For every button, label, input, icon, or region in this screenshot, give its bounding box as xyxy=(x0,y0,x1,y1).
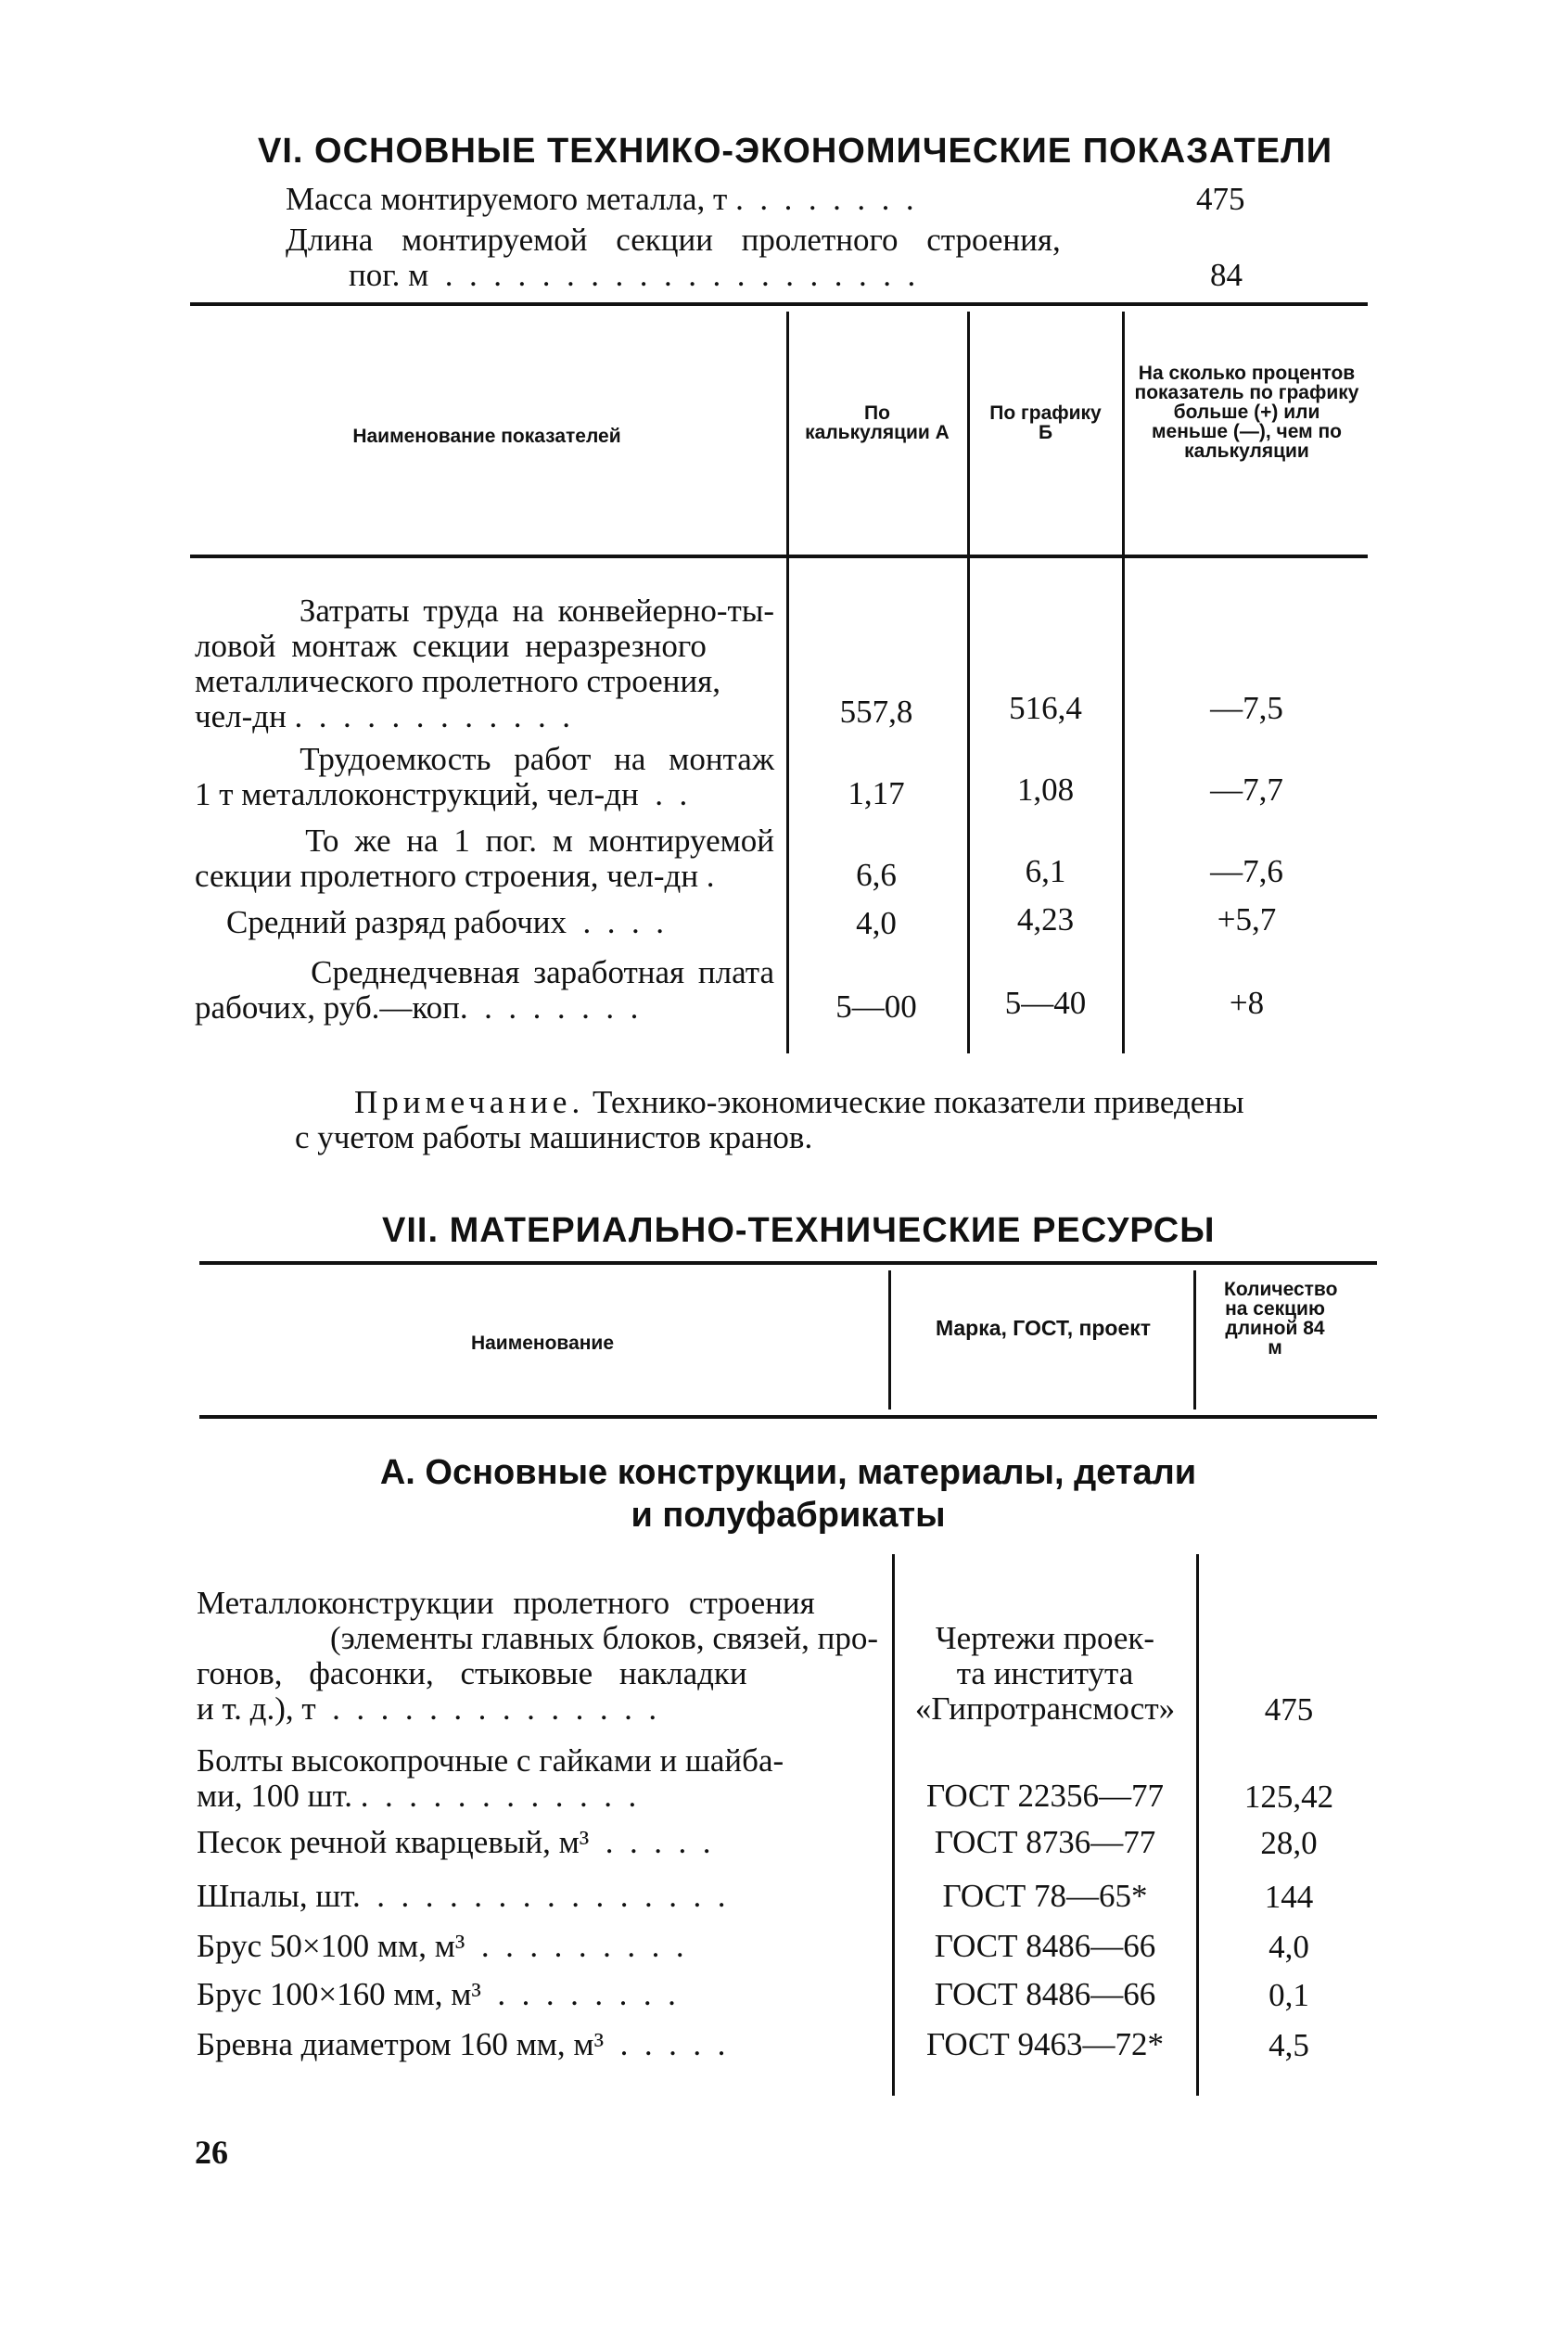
table6-cell-p: —7,5 xyxy=(1210,690,1283,726)
row-text: Брус 50×100 мм, м³ xyxy=(197,1928,465,1964)
row-text-line: секции пролетного строения, чел-дн . xyxy=(195,858,715,894)
row-text-line: Трудоемкость работ на монтаж xyxy=(300,741,774,777)
row-text: Песок речной кварцевый, м³ xyxy=(197,1824,590,1860)
mass-value: 475 xyxy=(1196,181,1245,217)
table6-cell-b: 1,08 xyxy=(1016,772,1075,808)
table6-row xyxy=(195,955,774,1026)
row-text-line: гонов, фасонки, стыковые накладки xyxy=(197,1655,747,1691)
row-text-line: рабочих, руб.—коп. . . . . . . . xyxy=(195,989,639,1026)
row-text: 1 т металлоконструкций, чел-дн xyxy=(195,776,639,812)
table7-qty-cell: 475 xyxy=(1264,1691,1314,1728)
table7-row: Шпалы, шт. . . . . . . . . . . . . . . . xyxy=(197,1878,726,1914)
row-text: чел-дн xyxy=(195,698,287,734)
row-text: секции пролетного строения, чел-дн xyxy=(195,858,699,894)
table7-qty-cell: 0,1 xyxy=(1268,1977,1309,2013)
table7-body-divider-2 xyxy=(1196,1554,1199,2096)
row-text: ми, 100 шт. xyxy=(197,1778,352,1814)
table7-row xyxy=(197,1586,878,1727)
table6-col-divider-3 xyxy=(1122,312,1125,1053)
table7-qty-cell: 4,5 xyxy=(1268,2027,1309,2063)
table7-mark-cell: ГОСТ 22356—77 xyxy=(925,1778,1165,1814)
table6-col-divider-1 xyxy=(786,312,789,1053)
row-text: рабочих, руб.—коп. xyxy=(195,989,468,1026)
table7-header-rule xyxy=(199,1415,1377,1419)
table7-header-mark: Марка, ГОСТ, проект xyxy=(935,1316,1152,1340)
table7-header-qty: Количество на секцию длиной 84 м xyxy=(1224,1279,1338,1358)
note-lead: Примечание. xyxy=(354,1084,585,1120)
mark-line: та института xyxy=(956,1655,1134,1691)
row-text: и т. д.), т xyxy=(197,1690,316,1727)
table7-mark-cell: ГОСТ 8736—77 xyxy=(934,1824,1156,1860)
row-text-line: и т. д.), т . . . . . . . . . . . . . . xyxy=(197,1690,657,1727)
row-text-line: металлического пролетного строения, xyxy=(195,663,720,699)
table6-header-calc: По калькуляции А xyxy=(805,402,950,443)
row-text-line: Среднедчевная заработная плата xyxy=(311,954,774,990)
note-text: Технико-экономические показатели приведены xyxy=(592,1084,1244,1120)
row-text-line: чел-дн . . . . . . . . . . . . xyxy=(195,698,571,734)
mark-line: Чертежи проек- xyxy=(935,1620,1155,1656)
table6-header-name: Наименование показателей xyxy=(352,426,621,447)
section7-title: VII. МАТЕРИАЛЬНО-ТЕХНИЧЕСКИЕ РЕСУРСЫ xyxy=(382,1211,1216,1250)
length-label-2-text: пог. м xyxy=(349,257,429,293)
table6-cell-p: —7,6 xyxy=(1210,853,1283,889)
table6-cell-p: —7,7 xyxy=(1210,772,1283,808)
table7-mark-cell: ГОСТ 8486—66 xyxy=(934,1928,1156,1964)
row-text: Шпалы, шт. xyxy=(197,1878,361,1914)
mass-label-text: Масса монтируемого металла, т xyxy=(286,181,728,217)
table6-cell-b: 4,23 xyxy=(1016,901,1075,938)
subtitle-a xyxy=(185,1451,1391,1537)
table7-mark-cell xyxy=(901,1621,1189,1727)
table7-qty-cell: 4,0 xyxy=(1268,1929,1309,1965)
note-line-2: с учетом работы машинистов кранов. xyxy=(295,1119,813,1155)
note xyxy=(354,1085,1244,1120)
table6-cell-p: +8 xyxy=(1229,985,1265,1021)
subtitle-a-line-1: А. Основные конструкции, материалы, детали xyxy=(379,1453,1197,1492)
table6-col-divider-2 xyxy=(967,312,970,1053)
table6-cell-a: 557,8 xyxy=(839,694,913,730)
table7-mark-cell: ГОСТ 9463—72* xyxy=(925,2026,1165,2062)
table7-header-divider-2 xyxy=(1193,1270,1196,1409)
table7-qty-cell: 125,42 xyxy=(1243,1779,1334,1815)
length-value: 84 xyxy=(1210,257,1243,293)
table7-qty-cell: 144 xyxy=(1264,1879,1314,1915)
table6-header-graph: По графику Б xyxy=(989,402,1102,443)
row-text-line: ми, 100 шт. . . . . . . . . . . . . xyxy=(197,1778,637,1814)
mass-label: Масса монтируемого металла, т . . . . . . . . xyxy=(286,181,914,217)
row-text: Средний разряд рабочих xyxy=(226,904,567,940)
row-text: Бревна диаметром 160 мм, м³ xyxy=(197,2026,605,2062)
length-label-1: Длина монтируемой секции пролетного строения, xyxy=(286,222,1061,258)
table6-header-percent: На сколько процентов показатель по графику больше (+) или меньше (—), чем по калькуляции xyxy=(1134,363,1359,462)
table6-row xyxy=(195,905,774,940)
table6-cell-a: 1,17 xyxy=(848,775,905,811)
page-number: 26 xyxy=(195,2134,228,2171)
table6-row xyxy=(195,823,774,894)
table7-row: Брус 100×160 мм, м³ . . . . . . . . xyxy=(197,1976,676,2012)
table7-body-divider-1 xyxy=(892,1554,895,2096)
table7-header-divider-1 xyxy=(888,1270,891,1409)
table6-cell-b: 6,1 xyxy=(1025,853,1066,889)
row-text-line: Металлоконструкции пролетного строения xyxy=(197,1585,815,1621)
row-text-line: Затраты труда на конвейерно-ты- xyxy=(299,593,774,629)
table7-header-name: Наименование xyxy=(470,1333,615,1354)
table6-cell-b: 516,4 xyxy=(1009,690,1082,726)
table6-cell-a: 6,6 xyxy=(856,857,897,893)
subtitle-a-line-2: и полуфабрикаты xyxy=(631,1496,946,1535)
table7-mark-cell: ГОСТ 8486—66 xyxy=(934,1976,1156,2012)
table7-row: Бревна диаметром 160 мм, м³ . . . . . xyxy=(197,2026,726,2062)
table6-cell-a: 5—00 xyxy=(835,989,917,1025)
table7-qty-cell: 28,0 xyxy=(1260,1825,1318,1861)
table6-row xyxy=(195,742,774,812)
row-text-line: ловой монтаж секции неразрезного xyxy=(195,628,707,664)
table6-cell-b: 5—40 xyxy=(1004,985,1087,1021)
table7-top-rule xyxy=(199,1261,1377,1265)
table7-mark-cell: ГОСТ 78—65* xyxy=(942,1878,1148,1914)
table6-cell-p: +5,7 xyxy=(1217,901,1277,938)
row-text-line: Болты высокопрочные с гайками и шайба- xyxy=(197,1742,784,1779)
row-text-line: 1 т металлоконструкций, чел-дн . . xyxy=(195,776,688,812)
table6-top-rule xyxy=(190,302,1368,306)
table7-row: Брус 50×100 мм, м³ . . . . . . . . . xyxy=(197,1928,684,1964)
mark-line: «Гипротрансмост» xyxy=(914,1690,1176,1727)
section6-title: VI. ОСНОВНЫЕ ТЕХНИКО-ЭКОНОМИЧЕСКИЕ ПОКАЗАТЕЛИ xyxy=(258,132,1333,171)
row-text-line: То же на 1 пог. м монтируемой xyxy=(305,823,774,859)
table6-row xyxy=(195,593,774,734)
length-label-2: пог. м . . . . . . . . . . . . . . . . . . . . xyxy=(349,257,916,293)
table7-row xyxy=(197,1743,878,1814)
table6-cell-a: 4,0 xyxy=(856,905,897,941)
row-text-line: Средний разряд рабочих . . . . xyxy=(226,904,664,940)
table6-header-rule xyxy=(190,555,1368,558)
row-text-line: (элементы главных блоков, связей, про- xyxy=(330,1620,878,1656)
table7-row: Песок речной кварцевый, м³ . . . . . xyxy=(197,1824,711,1860)
row-text: Брус 100×160 мм, м³ xyxy=(197,1976,481,2012)
